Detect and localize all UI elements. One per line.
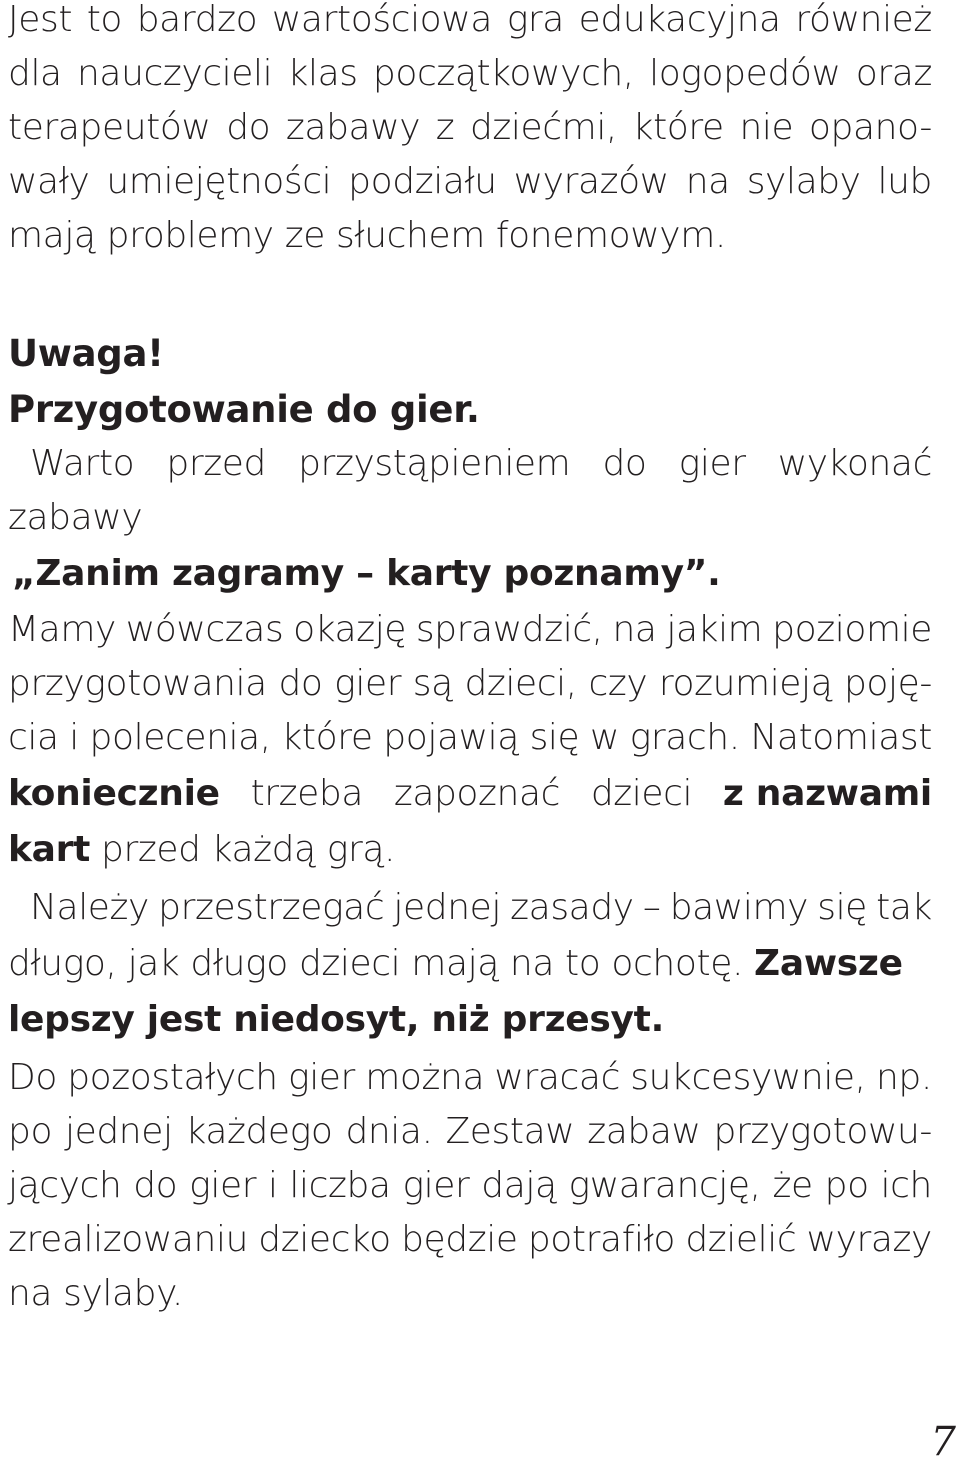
word: które	[632, 107, 724, 148]
notice-title: Uwaga!	[8, 332, 164, 375]
word: dnia.	[345, 1111, 433, 1152]
paragraph-line	[8, 766, 932, 822]
text: przed każdą grą.	[90, 829, 396, 870]
word: terapeutów	[8, 107, 211, 148]
word: pozostałych	[67, 1057, 278, 1098]
word: okazję	[293, 609, 407, 650]
word: grach.	[629, 717, 740, 758]
paragraph-line	[8, 1050, 932, 1106]
word: dają	[481, 1165, 557, 1206]
word: wyrazy	[806, 1219, 932, 1260]
word: po	[824, 1165, 869, 1206]
word: przygotowu-	[713, 1111, 932, 1152]
paragraph-line	[8, 154, 932, 210]
paragraph-line	[8, 1212, 932, 1268]
word: potrafiło	[527, 1219, 676, 1260]
word: w	[589, 717, 619, 758]
word: lub	[877, 161, 932, 202]
word: to	[86, 0, 123, 40]
word: podziału	[348, 161, 497, 202]
word: wykonać	[777, 443, 932, 484]
paragraph-line	[8, 436, 932, 492]
word: klas	[287, 53, 358, 94]
word: jednej	[65, 1111, 173, 1152]
word: będzie	[401, 1219, 518, 1260]
word: wówczas	[125, 609, 284, 650]
paragraph-line	[8, 1104, 932, 1160]
word: wyrazów	[513, 161, 669, 202]
paragraph-line	[8, 710, 932, 766]
paragraph-line: mają problemy ze słuchem fonemowym.	[8, 215, 726, 256]
word: wartościowa	[271, 0, 493, 40]
word: się	[529, 717, 580, 758]
paragraph-line	[8, 880, 932, 936]
word: które	[281, 717, 373, 758]
word: gier	[334, 663, 402, 704]
word: dzieci	[590, 773, 693, 814]
word: do	[602, 443, 647, 484]
word: również	[795, 0, 932, 40]
word: pojawią	[383, 717, 519, 758]
word: sukcesywnie,	[630, 1057, 866, 1098]
word: Do	[8, 1057, 57, 1098]
paragraph-line	[8, 46, 932, 102]
word: oraz	[855, 53, 932, 94]
word: dzieci,	[464, 663, 577, 704]
paragraph-line: na sylaby.	[8, 1273, 183, 1314]
word: początkowych,	[372, 53, 634, 94]
word: sylaby	[746, 161, 861, 202]
game-name: „Zanim zagramy – karty poznamy”.	[12, 553, 721, 594]
word: trzeba	[250, 773, 364, 814]
paragraph-line	[8, 0, 932, 48]
word: dziecko	[258, 1219, 391, 1260]
word: nie	[739, 107, 794, 148]
word: zapoznać	[393, 773, 561, 814]
paragraph-line	[8, 656, 932, 712]
word: Warto	[30, 443, 135, 484]
word: zabaw	[587, 1111, 701, 1152]
word: na	[612, 609, 657, 650]
word: że	[772, 1165, 813, 1206]
word: tak	[876, 887, 932, 928]
word: np.	[876, 1057, 932, 1098]
word: dzielić	[685, 1219, 797, 1260]
emphasis-text: Zawsze	[754, 943, 903, 984]
word: do	[133, 1165, 178, 1206]
word: zabawy	[285, 107, 421, 148]
word: poję-	[843, 663, 932, 704]
word: opano-	[808, 107, 932, 148]
word: gier	[402, 1165, 470, 1206]
word: i	[69, 717, 79, 758]
word: sprawdzić,	[415, 609, 603, 650]
word: gwarancję,	[568, 1165, 761, 1206]
paragraph-line	[8, 822, 932, 878]
paragraph-line: zabawy	[8, 497, 143, 538]
emphasis-text: kart	[8, 829, 90, 870]
emphasis-text: koniecznie	[8, 773, 220, 814]
emphasis-line: lepszy jest niedosyt, niż przesyt.	[8, 999, 664, 1040]
word: gier	[288, 1057, 355, 1098]
word: nauczycieli	[77, 53, 273, 94]
word: bawimy	[669, 887, 809, 928]
word: Należy	[30, 887, 149, 928]
word: i	[267, 1165, 278, 1206]
word: jących	[8, 1165, 122, 1206]
word: przestrzegać	[158, 887, 385, 928]
word: Mamy	[8, 609, 116, 650]
word: edukacyjna	[578, 0, 781, 40]
word: Jest	[8, 0, 73, 40]
word: na	[685, 161, 730, 202]
word: –	[642, 887, 661, 928]
page-number: 7	[930, 1419, 956, 1465]
word: cia	[8, 717, 59, 758]
word: ich	[880, 1165, 932, 1206]
word: jakim	[666, 609, 763, 650]
paragraph-line	[8, 1158, 932, 1214]
word: gier	[678, 443, 746, 484]
word: wały	[8, 161, 90, 202]
text: długo, jak długo dzieci mają na to ochotę.	[8, 943, 743, 984]
word: przygotowania	[8, 663, 267, 704]
word: zrealizowaniu	[8, 1219, 248, 1260]
word: liczba	[289, 1165, 391, 1206]
word: po	[8, 1111, 53, 1152]
word: poziomie	[772, 609, 932, 650]
word: gra	[506, 0, 564, 40]
paragraph-line	[8, 602, 932, 658]
paragraph-line	[8, 100, 932, 156]
notice-subtitle: Przygotowanie do gier.	[8, 388, 480, 431]
word: gier	[189, 1165, 257, 1206]
word: rozumieją	[658, 663, 833, 704]
word: czy	[588, 663, 648, 704]
word: zasady	[510, 887, 634, 928]
paragraph-line	[8, 936, 932, 992]
word: można	[365, 1057, 485, 1098]
word: dla	[8, 53, 62, 94]
word: dziećmi,	[469, 107, 617, 148]
word: przed	[166, 443, 266, 484]
word: wracać	[494, 1057, 620, 1098]
word: do	[278, 663, 323, 704]
word: z	[435, 107, 455, 148]
word: umiejętności	[106, 161, 332, 202]
word: do	[226, 107, 271, 148]
word: polecenia,	[89, 717, 271, 758]
word: są	[412, 663, 453, 704]
word: bardzo	[136, 0, 258, 40]
word: Zestaw	[445, 1111, 575, 1152]
emphasis-text: z nazwami	[722, 773, 932, 814]
word: każdego	[185, 1111, 333, 1152]
word: logopedów	[649, 53, 841, 94]
word: się	[817, 887, 867, 928]
word: przystąpieniem	[298, 443, 571, 484]
word: jednej	[393, 887, 501, 928]
word: Natomiast	[750, 717, 932, 758]
